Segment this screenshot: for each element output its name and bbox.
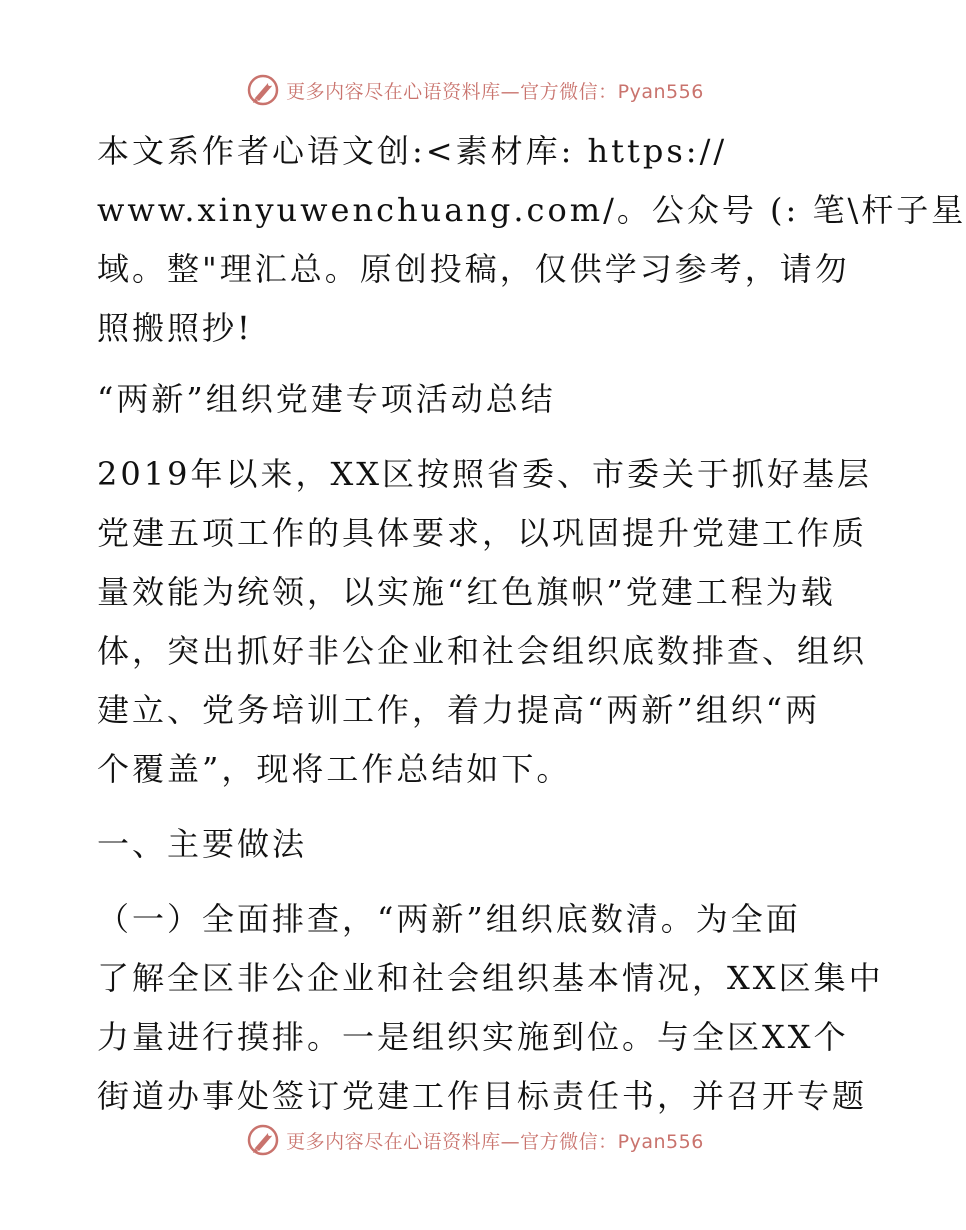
paragraph2-line-2: 了解全区非公企业和社会组织基本情况，XX区集中 [97, 959, 884, 997]
paragraph1-line-1: 2019年以来，XX区按照省委、市委关于抓好基层 [97, 455, 873, 493]
intro-line-2: www.xinyuwenchuang.com/。公众号 (: 笔\杆子星 [97, 191, 966, 229]
paragraph2-line-3: 力量进行摸排。一是组织实施到位。与全区XX个 [97, 1018, 849, 1056]
paragraph1-line-3: 量效能为统领，以实施“红色旗帜”党建工程为载 [97, 573, 836, 611]
intro-line-4: 照搬照抄! [97, 309, 253, 347]
intro-line-1: 本文系作者心语文创:<素材库: https:// [97, 132, 728, 170]
paragraph2-line-1: （一）全面排查，“两新”组织底数清。为全面 [97, 900, 801, 938]
header-watermark-banner [0, 70, 950, 110]
document-body [97, 122, 966, 1126]
header-banner-text: 更多内容尽在心语资料库—官方微信：Pyan556 [286, 80, 704, 103]
paragraph2-line-4: 街道办事处签订党建工作目标责任书，并召开专题 [97, 1077, 868, 1115]
pen-logo-icon [246, 73, 280, 107]
document-title: “两新”组织党建专项活动总结 [97, 380, 556, 418]
paragraph1-line-2: 党建五项工作的具体要求，以巩固提升党建工作质 [97, 514, 868, 552]
footer-banner-text: 更多内容尽在心语资料库—官方微信：Pyan556 [286, 1130, 704, 1153]
paragraph1-line-4: 体，突出抓好非公企业和社会组织底数排查、组织 [97, 632, 868, 670]
footer-watermark-banner [0, 1120, 950, 1160]
paragraph1-line-5: 建立、党务培训工作，着力提高“两新”组织“两 [97, 691, 821, 729]
intro-line-3: 域。整"理汇总。原创投稿，仅供学习参考，请勿 [97, 250, 850, 288]
section-heading: 一、主要做法 [97, 825, 308, 863]
pen-logo-icon [246, 1123, 280, 1157]
paragraph1-line-6: 个覆盖”，现将工作总结如下。 [97, 750, 572, 788]
